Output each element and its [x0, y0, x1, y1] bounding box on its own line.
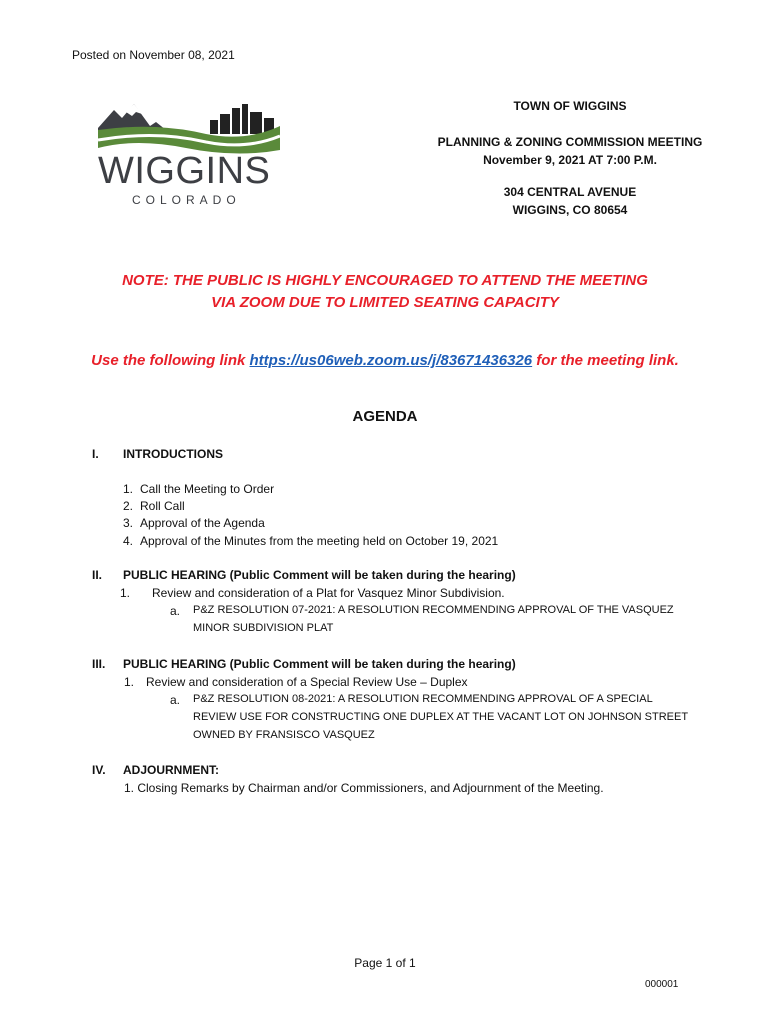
resolution-text: REVIEW USE FOR CONSTRUCTING ONE DUPLEX AT THE VACANT LOT ON JOHNSON STREET — [193, 711, 689, 723]
section-4-title: ADJOURNMENT: — [123, 763, 219, 777]
list-item-number: 2. — [123, 499, 134, 513]
sub-item-letter: a. — [170, 693, 181, 707]
list-item-number: 1. — [124, 675, 135, 689]
note-line-2: VIA ZOOM DUE TO LIMITED SEATING CAPACITY — [211, 294, 559, 311]
section-3-title: PUBLIC HEARING (Public Comment will be taken during the hearing) — [123, 657, 516, 671]
section-2-number: II. — [92, 568, 103, 582]
resolution-text: P&Z RESOLUTION 08-2021: A RESOLUTION RECOMMENDING APPROVAL OF A SPECIAL — [193, 693, 653, 705]
meeting-name: PLANNING & ZONING COMMISSION MEETING — [437, 135, 703, 149]
list-item-number: 1. — [120, 586, 131, 600]
zoom-link[interactable]: https://us06web.zoom.us/j/83671436326 — [249, 352, 533, 369]
link-suffix: for the meeting link. — [532, 352, 679, 369]
link-prefix: Use the following link — [91, 352, 250, 369]
agenda-title: AGENDA — [352, 408, 418, 425]
address-line-1: 304 CENTRAL AVENUE — [503, 185, 637, 199]
address-line-2: WIGGINS, CO 80654 — [512, 203, 628, 217]
section-4-number: IV. — [92, 763, 106, 777]
resolution-text: MINOR SUBDIVISION PLAT — [193, 622, 334, 634]
list-item: Approval of the Agenda — [140, 516, 265, 530]
sub-item-letter: a. — [170, 604, 181, 618]
wiggins-logo — [96, 100, 282, 212]
meeting-header — [400, 97, 740, 219]
logo-wordmark: WIGGINS — [98, 150, 271, 192]
section-1-number: I. — [92, 447, 99, 461]
section-1-title: INTRODUCTIONS — [123, 447, 223, 461]
page-number: Page 1 of 1 — [354, 956, 416, 970]
resolution-text: OWNED BY FRANSISCO VASQUEZ — [193, 729, 375, 741]
list-item: 1. Closing Remarks by Chairman and/or Commissioners, and Adjournment of the Meeting. — [124, 781, 604, 795]
list-item: Call the Meeting to Order — [140, 482, 275, 496]
logo-subtitle: COLORADO — [132, 193, 241, 207]
list-item-number: 3. — [123, 516, 134, 530]
list-item: Approval of the Minutes from the meeting held on October 19, 2021 — [140, 534, 499, 548]
list-item: Review and consideration of a Plat for Vasquez Minor Subdivision. — [152, 586, 505, 600]
posted-date: Posted on November 08, 2021 — [72, 48, 235, 62]
note-line-1: NOTE: THE PUBLIC IS HIGHLY ENCOURAGED TO ATTEND THE MEETING — [122, 272, 648, 289]
list-item: Roll Call — [140, 499, 185, 513]
zoom-link-line — [0, 352, 770, 369]
section-3-number: III. — [92, 657, 106, 671]
list-item: Review and consideration of a Special Review Use – Duplex — [146, 675, 468, 689]
town-name: TOWN OF WIGGINS — [513, 99, 627, 113]
list-item-number: 1. — [123, 482, 134, 496]
section-2-title: PUBLIC HEARING (Public Comment will be taken during the hearing) — [123, 568, 516, 582]
document-number: 000001 — [645, 979, 679, 990]
list-item-number: 4. — [123, 534, 134, 548]
meeting-date: November 9, 2021 AT 7:00 P.M. — [483, 153, 657, 167]
resolution-text: P&Z RESOLUTION 07-2021: A RESOLUTION RECOMMENDING APPROVAL OF THE VASQUEZ — [193, 604, 674, 616]
